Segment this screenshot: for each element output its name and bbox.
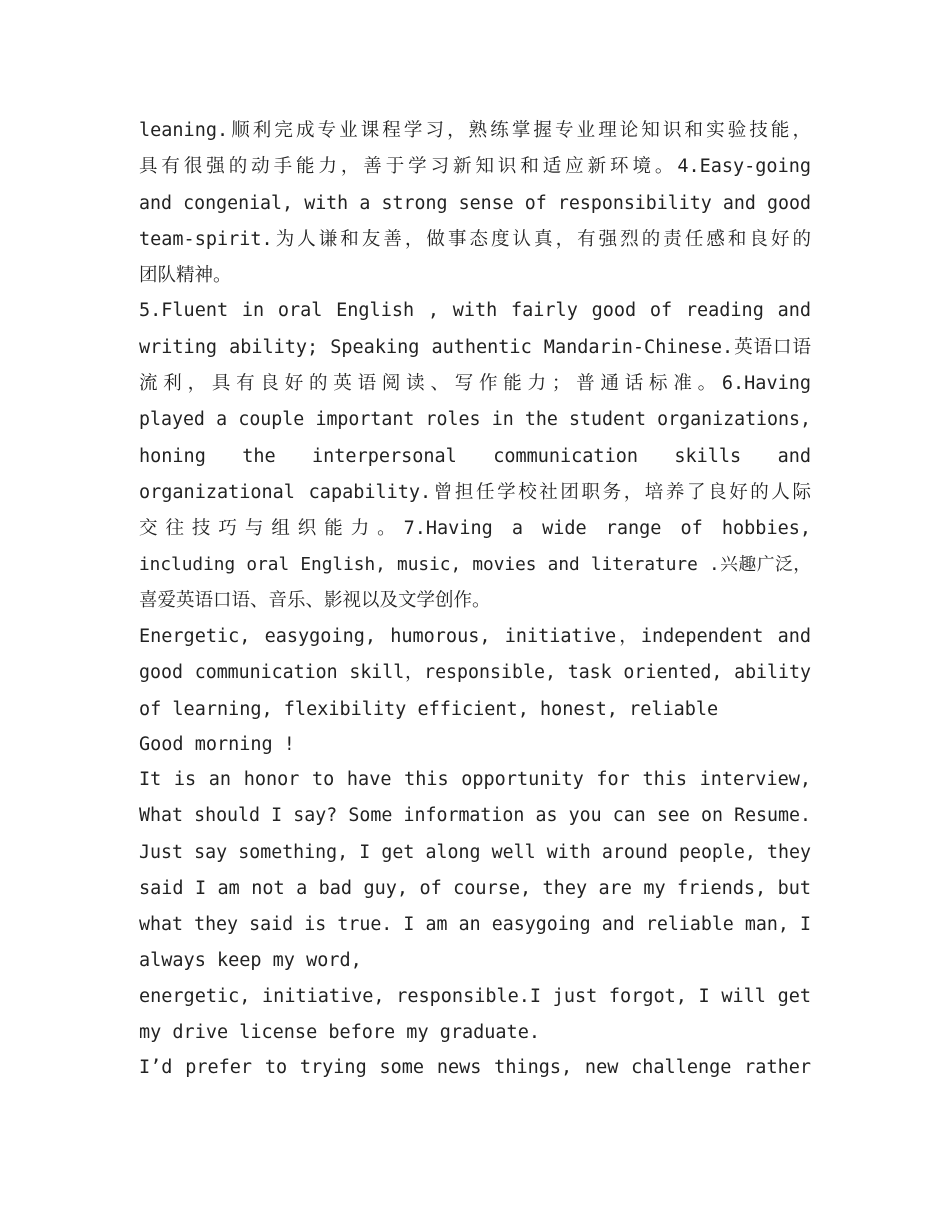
- text-line: I’d prefer to trying some news things, new challenge rather: [139, 1057, 811, 1078]
- text-line: including oral English, music, movies and literature .兴趣广泛，: [139, 555, 811, 575]
- text-line: Energetic, easygoing, humorous, initiative，independent and: [139, 626, 811, 647]
- text-line: Just say something, I get along well with around people, they: [139, 842, 811, 863]
- text-line: leaning.顺利完成专业课程学习，熟练掌握专业理论知识和实验技能，: [139, 120, 811, 141]
- text-line: Good morning !: [139, 734, 295, 755]
- text-line: organizational capability.曾担任学校社团职务，培养了良好的人际: [139, 482, 811, 503]
- text-line: good communication skill，responsible, task oriented, ability: [139, 662, 811, 683]
- text-line: of learning, flexibility efficient, honest, reliable: [139, 699, 719, 720]
- text-line: writing ability; Speaking authentic Mandarin-Chinese.英语口语: [139, 337, 811, 358]
- text-line: It is an honor to have this opportunity for this interview,: [139, 769, 811, 790]
- text-line: said I am not a bad guy, of course, they are my friends, but: [139, 878, 811, 899]
- text-line: my drive license before my graduate.: [139, 1022, 540, 1043]
- text-line: always keep my word,: [139, 950, 362, 971]
- text-line: team-spirit.为人谦和友善，做事态度认真，有强烈的责任感和良好的: [139, 229, 811, 250]
- text-line: 5.Fluent in oral English , with fairly good of reading and: [139, 300, 811, 321]
- text-line: 流利，具有良好的英语阅读、写作能力；普通话标准。6.Having: [139, 373, 811, 394]
- text-line: played a couple important roles in the student organizations,: [139, 409, 811, 430]
- text-line: 团队精神。: [139, 265, 232, 286]
- text-line: honing the interpersonal communication skills and: [139, 446, 811, 467]
- text-line: 喜爱英语口语、音乐、影视以及文学创作。: [139, 590, 491, 611]
- text-line: and congenial, with a strong sense of responsibility and good: [139, 193, 811, 214]
- text-line: what they said is true. I am an easygoing and reliable man, I: [139, 914, 811, 935]
- text-line: What should I say? Some information as you can see on Resume.: [139, 805, 811, 826]
- text-line: energetic, initiative, responsible.I just forgot, I will get: [139, 986, 811, 1007]
- text-line: 交往技巧与组织能力。7.Having a wide range of hobbies,: [139, 518, 811, 539]
- text-line: 具有很强的动手能力，善于学习新知识和适应新环境。4.Easy-going: [139, 156, 811, 177]
